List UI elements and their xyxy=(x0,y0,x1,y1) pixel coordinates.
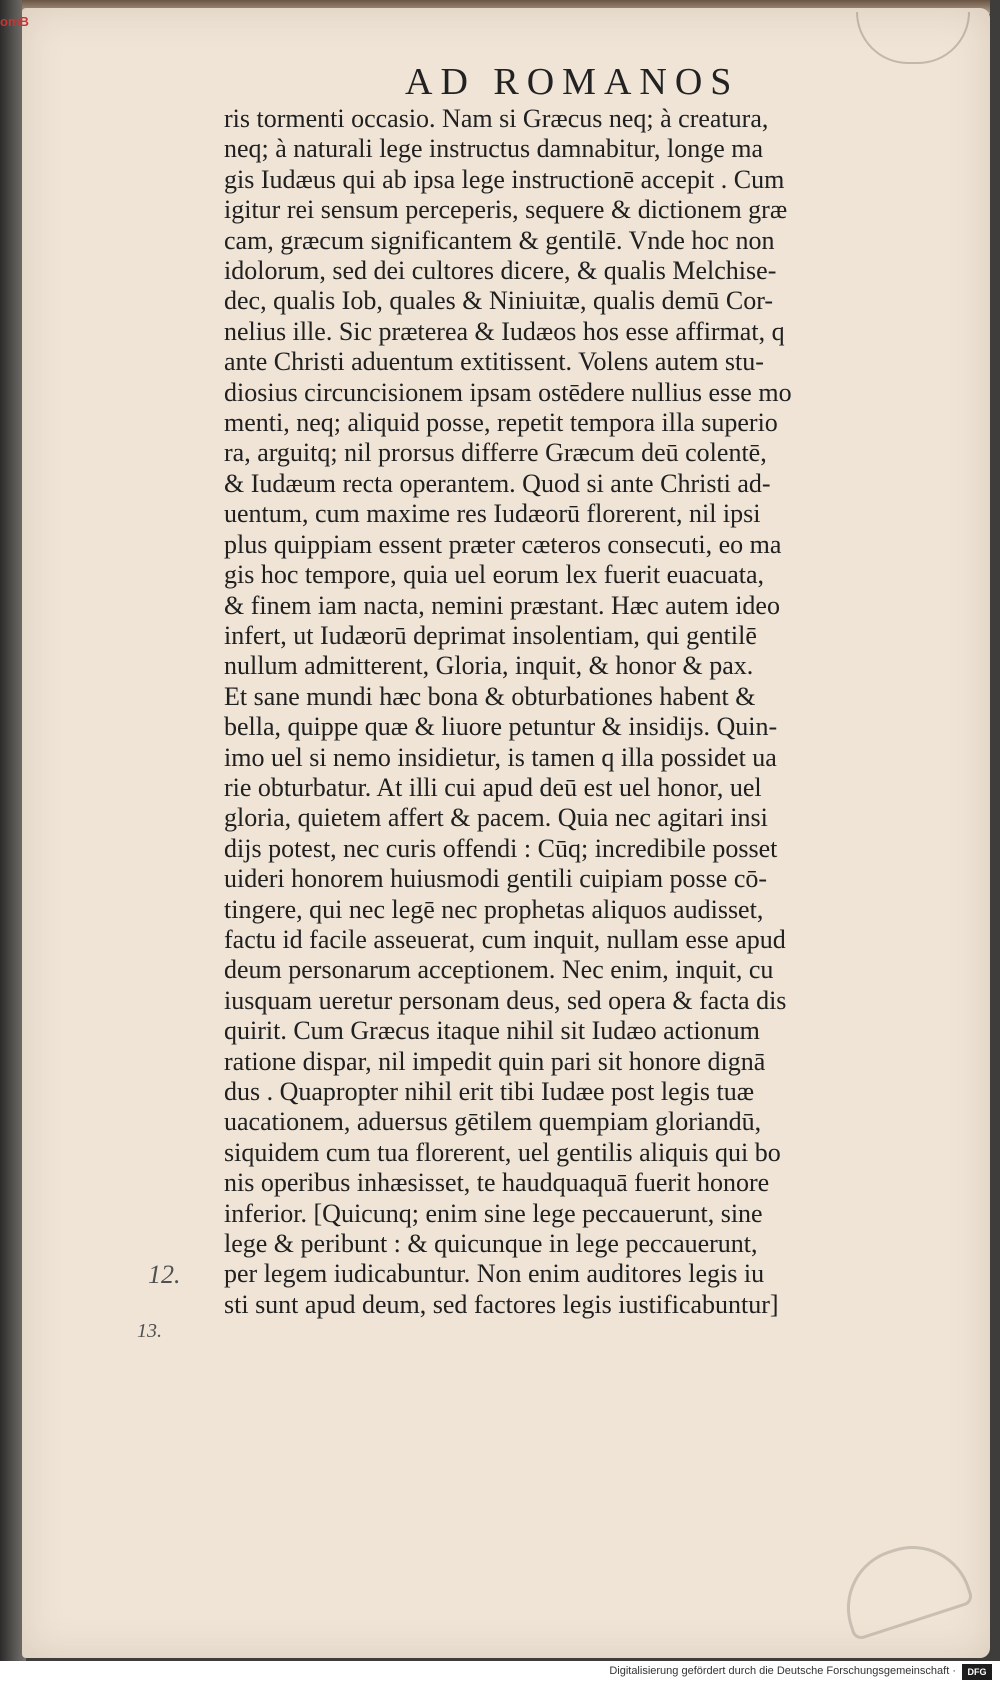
text-line: ratione dispar, nil impedit quin pari sit honore dignā xyxy=(224,1046,766,1076)
text-line: inferior. [Quicunq; enim sine lege peccauerunt, sine xyxy=(224,1198,763,1228)
text-line: menti, neq; aliquid posse, repetit tempora illa superio xyxy=(224,408,778,438)
text-line: neq; à naturali lege instructus damnabitur, longe ma xyxy=(224,134,764,164)
text-line: & Iudæum recta operantem. Quod si ante Christi ad- xyxy=(224,468,771,498)
text-line: bella, quippe quæ & liuore petuntur & insidijs. Quin- xyxy=(224,712,778,742)
body-text xyxy=(224,104,964,1320)
text-line: nis operibus inhæsisset, te haudquaquā fuerit honore xyxy=(224,1168,770,1198)
text-line: lege & peribunt : & quicunque in lege peccauerunt, xyxy=(224,1229,758,1259)
text-line: & finem iam nacta, nemini præstant. Hæc autem ideo xyxy=(224,590,780,620)
text-line: infert, ut Iudæorū deprimat insolentiam, qui gentilē xyxy=(224,620,757,650)
text-line: plus quippiam essent præter cæteros consecuti, eo ma xyxy=(224,529,782,559)
text-line: ante Christi aduentum extitissent. Volens autem stu- xyxy=(224,347,764,377)
text-line: sti sunt apud deum, sed factores legis iustificabuntur] xyxy=(224,1289,779,1319)
text-line: diosius circuncisionem ipsam ostēdere nullius esse mo xyxy=(224,377,792,407)
text-line: gis Iudæus qui ab ipsa lege instructionē accepit . Cum xyxy=(224,164,785,194)
text-line: nelius ille. Sic præterea & Iudæos hos esse affirmat, q xyxy=(224,316,785,346)
text-line: deum personarum acceptionem. Nec enim, inquit, cu xyxy=(224,955,774,985)
dfg-logo-icon: DFG xyxy=(962,1664,992,1680)
text-line: iusquam ueretur personam deus, sed opera & facta dis xyxy=(224,985,787,1015)
text-line: dijs potest, nec curis offendi : Cūq; incredibile posset xyxy=(224,833,778,863)
text-line: cam, græcum significantem & gentilē. Vnde hoc non xyxy=(224,225,775,255)
text-line: gloria, quietem affert & pacem. Quia nec agitari insi xyxy=(224,803,768,833)
text-line: uacationem, aduersus gētilem quempiam gloriandū, xyxy=(224,1107,762,1137)
running-header: AD ROMANOS xyxy=(405,61,740,103)
text-line: tingere, qui nec legē nec prophetas aliquos audisset, xyxy=(224,894,764,924)
text-line: uentum, cum maxime res Iudæorū florerent, nil ipsi xyxy=(224,499,761,529)
text-line: dec, qualis Iob, quales & Niniuitæ, qualis demū Cor- xyxy=(224,286,774,316)
text-line: Et sane mundi hæc bona & obturbationes habent & xyxy=(224,681,756,711)
text-line: ris tormenti occasio. Nam si Græcus neq; à creatura, xyxy=(224,104,769,133)
text-line: dus . Quapropter nihil erit tibi Iudæe post legis tuæ xyxy=(224,1077,755,1106)
text-line: igitur rei sensum perceperis, sequere & dictionem græ xyxy=(224,195,788,225)
text-line: factu id facile asseuerat, cum inquit, nullam esse apud xyxy=(224,924,786,954)
text-line: siquidem cum tua florerent, uel gentilis aliquis qui bo xyxy=(224,1137,781,1167)
text-line: nullum admitterent, Gloria, inquit, & honor & pax. xyxy=(224,651,754,681)
text-line: ra, arguitq; nil prorsus differre Græcum deū colentē, xyxy=(224,438,767,468)
footer-bar xyxy=(0,1661,1000,1684)
text-line: idolorum, sed dei cultores dicere, & qualis Melchise- xyxy=(224,256,777,286)
text-line: imo uel si nemo insidietur, is tamen q illa possidet ua xyxy=(224,742,777,772)
text-line: rie obturbatur. At illi cui apud deū est uel honor, uel xyxy=(224,772,762,802)
footer-credit: Digitalisierung gefördert durch die Deutsche Forschungsgemeinschaft · xyxy=(609,1665,956,1677)
text-line: uideri honorem huiusmodi gentili cuipiam posse cō- xyxy=(224,864,768,894)
text-line: quirit. Cum Græcus itaque nihil sit Iudæo actionum xyxy=(224,1016,760,1046)
corner-mark: omB xyxy=(0,14,29,29)
text-line: gis hoc tempore, quia uel eorum lex fuerit euacuata, xyxy=(224,560,765,590)
text-line: per legem iudicabuntur. Non enim auditores legis iu xyxy=(224,1259,765,1289)
margin-note-12: 12. xyxy=(148,1260,181,1289)
margin-note-13: 13. xyxy=(137,1320,162,1342)
